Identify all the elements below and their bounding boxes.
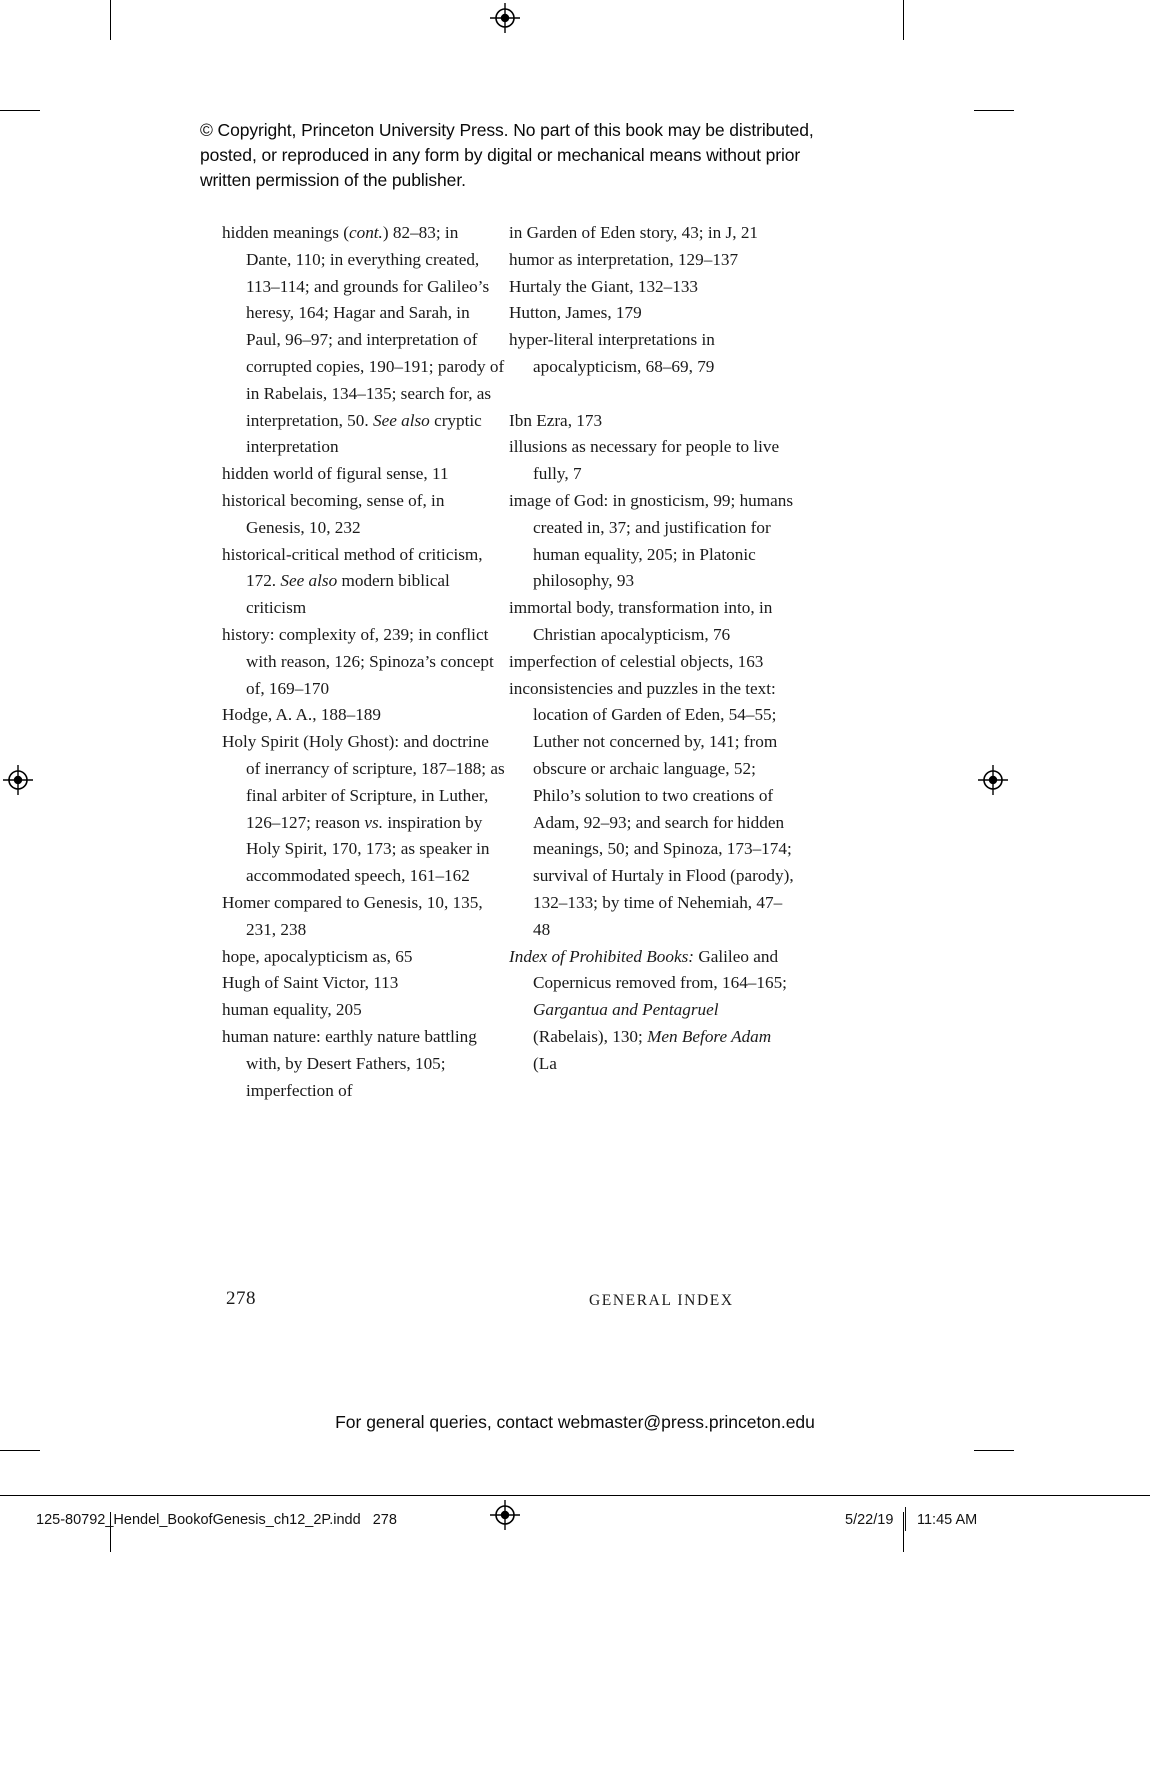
index-entry-text: history: complexity of, 239; in conflict with reason, 126; Spinoza’s concept of, 169–170: [222, 624, 494, 698]
index-entry-italic: Index of Prohibited Books:: [509, 946, 695, 966]
crop-mark-left-upper: [0, 110, 40, 111]
index-entry: [222, 970, 507, 997]
index-entry-text: Holy Spirit (Holy Ghost): and doctrine of inerrancy of scripture, 187–188; as final arbiter of Scripture, in Luther, 126–127; reason: [222, 732, 505, 832]
page-folio: 278: [226, 1288, 256, 1309]
index-entry: [222, 729, 507, 890]
index-entry: [509, 649, 794, 676]
index-entry-text: human equality, 205: [222, 1000, 362, 1020]
index-body: [222, 220, 932, 1260]
crop-mark-top-left: [110, 0, 111, 40]
registration-mark-top: [490, 3, 520, 33]
crop-mark-right-upper: [974, 110, 1014, 111]
index-entry-text: immortal body, transformation into, in Christian apocalypticism, 76: [509, 598, 773, 644]
index-entry-text: hope, apocalypticism as, 65: [222, 946, 413, 966]
index-entry-text: Hodge, A. A., 188–189: [222, 705, 381, 725]
index-entry: [509, 488, 794, 595]
index-entry: [222, 1024, 507, 1104]
index-entry: [222, 622, 507, 702]
index-entry-italic: See also: [280, 571, 338, 591]
index-entry: [509, 595, 794, 649]
index-entry-text: hidden meanings (: [222, 223, 349, 242]
index-column-left: [222, 220, 507, 1104]
index-entry-text: (Rabelais), 130;: [533, 1026, 648, 1046]
index-entry: [222, 488, 507, 542]
index-entry-text: human nature: earthly nature battling with, by Desert Fathers, 105; imperfection of: [222, 1026, 477, 1100]
index-entry-text: imperfection of celestial objects, 163: [509, 651, 764, 671]
copyright-notice: © Copyright, Princeton University Press. No part of this book may be distributed, posted, or reproduced in any form by digital or mechanical means without prior written permission of the publisher.: [200, 120, 814, 190]
index-entry: [509, 676, 794, 944]
crop-mark-left-lower: [0, 1450, 40, 1451]
slug-rule: [0, 1495, 1150, 1496]
registration-mark-right: [978, 765, 1008, 795]
index-entry: [509, 220, 794, 247]
index-entry-italic: See also: [372, 410, 430, 430]
index-entry-text: modern biblical criticism: [246, 571, 450, 618]
index-entry-text: Ibn Ezra, 173: [509, 410, 603, 430]
index-entry-text: Hutton, James, 179: [509, 303, 642, 323]
index-entry-text: hidden world of figural sense, 11: [222, 464, 449, 484]
index-entry-italic: Gargantua and Pentagruel: [533, 1000, 719, 1020]
index-entry-text: ) 82–83; in Dante, 110; in everything created, 113–114; and grounds for Galileo’s heresy, 164; Hagar and Sarah, in Paul, 96–97; and interpretation of corrupted copies, 190–191; parody of in Rabelais, 134–135; search for, as interpretation, 50.: [246, 223, 505, 430]
index-entry-text: Hurtaly the Giant, 132–133: [509, 276, 699, 296]
queries-line: For general queries, contact webmaster@press.princeton.edu: [335, 1412, 815, 1432]
index-letter-break: [509, 381, 794, 408]
index-entry-text: image of God: in gnosticism, 99; humans created in, 37; and justification for human equality, 205; in Platonic philosophy, 93: [509, 490, 794, 591]
index-entry: [509, 300, 794, 327]
index-entry-italic: Men Before Adam: [647, 1026, 772, 1046]
index-entry: [509, 408, 794, 435]
index-entry: [222, 997, 507, 1024]
slug-separator: [905, 1507, 906, 1531]
index-entry-text: Galileo and Copernicus removed from, 164–165;: [533, 946, 787, 993]
index-entry-text: illusions as necessary for people to live fully, 7: [509, 437, 780, 484]
registration-mark-left: [3, 765, 33, 795]
index-entry: [222, 944, 507, 971]
index-entry-text: cryptic interpretation: [246, 410, 482, 457]
index-entry-text: historical becoming, sense of, in Genesis, 10, 232: [222, 490, 445, 537]
index-entry: [509, 944, 794, 1078]
crop-mark-top-right: [903, 0, 904, 40]
index-entry: [509, 327, 794, 381]
index-entry-text: inspiration by Holy Spirit, 170, 173; as speaker in accommodated speech, 161–162: [246, 812, 490, 886]
index-entry: [222, 890, 507, 944]
index-entry-italic: vs.: [364, 812, 384, 832]
crop-mark-right-lower: [974, 1450, 1014, 1451]
index-entry: [222, 461, 507, 488]
index-entry-text: Homer compared to Genesis, 10, 135, 231, 238: [222, 892, 483, 939]
index-entry-italic: cont.: [348, 223, 383, 242]
slug-date: 5/22/19: [845, 1512, 894, 1528]
index-entry: [509, 274, 794, 301]
index-entry-text: hyper-literal interpretations in apocalypticism, 68–69, 79: [509, 330, 715, 376]
index-entry-text: in Garden of Eden story, 43; in J, 21: [509, 223, 759, 242]
index-entry-text: Hugh of Saint Victor, 113: [222, 973, 399, 993]
slug-time: 11:45 AM: [917, 1512, 978, 1528]
slug-filename: 125-80792_Hendel_BookofGenesis_ch12_2P.indd 278: [36, 1512, 397, 1528]
index-entry: [222, 702, 507, 729]
index-entry-text: (La: [533, 1053, 557, 1073]
index-entry-text: inconsistencies and puzzles in the text: location of Garden of Eden, 54–55; Luther not concerned by, 141; from obscure or archaic language, 52; Philo’s solution to two creations of Adam, 92–93; and search for hidden meanings, 50; and Spinoza, 173–174; survival of Hurtaly in Flood (parody), 132–133; by time of Nehemiah, 47–48: [509, 678, 794, 939]
running-head: GENERAL INDEX: [589, 1292, 734, 1309]
index-entry-text: historical-critical method of criticism, 172.: [222, 544, 483, 591]
production-slug: [0, 1495, 1150, 1555]
index-column-right: [509, 220, 794, 1078]
index-entry-text: humor as interpretation, 129–137: [509, 249, 739, 269]
index-entry: [222, 542, 507, 622]
index-entry: [509, 247, 794, 274]
registration-mark-bottom: [490, 1500, 520, 1534]
index-entry: [222, 220, 507, 461]
index-entry: [509, 434, 794, 488]
